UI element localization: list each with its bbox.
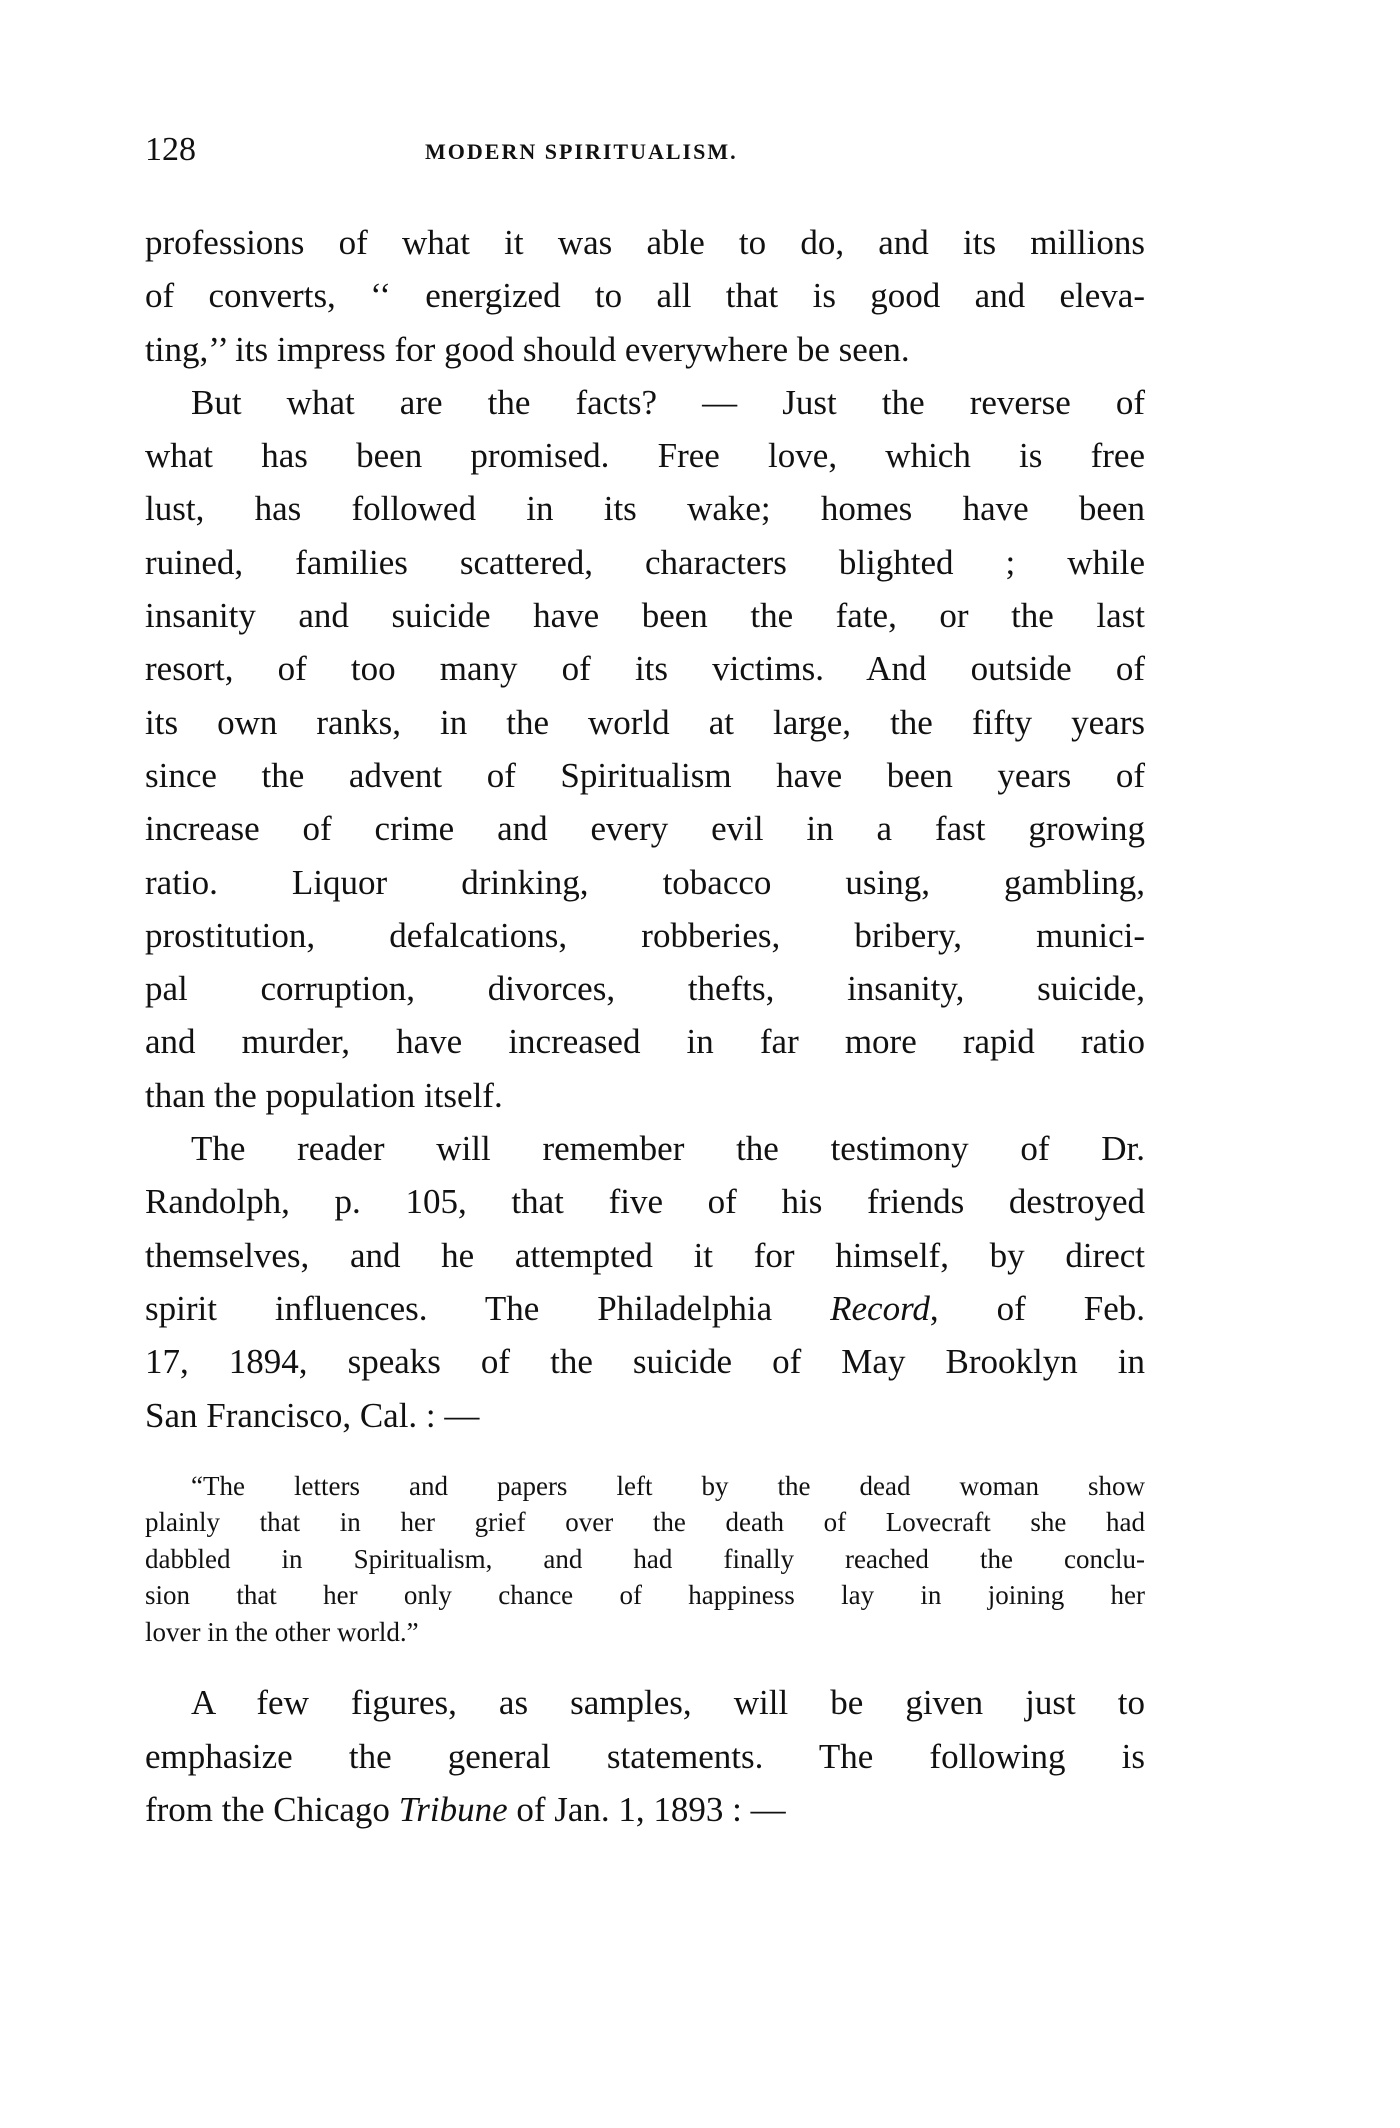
text-line: and murder, have increased in far more rapid ratio	[145, 1022, 1145, 1062]
book-page	[145, 128, 1145, 1836]
running-head	[145, 128, 1145, 172]
text-line: San Francisco, Cal. : —	[145, 1395, 480, 1435]
text-line	[145, 1282, 1145, 1335]
text-line: The reader will remember the testimony of Dr.	[191, 1129, 1145, 1169]
quote-line: lover in the other world.”	[145, 1616, 419, 1647]
text-line: increase of crime and every evil in a fast growing	[145, 809, 1145, 849]
text-line: lust, has followed in its wake; homes have been	[145, 489, 1145, 529]
text-run: of Jan. 1, 1893 : —	[507, 1789, 786, 1829]
running-title: MODERN SPIRITUALISM.	[425, 139, 738, 164]
paragraph-professions	[145, 216, 1145, 376]
page-number: 128	[145, 131, 196, 168]
text-line: prostitution, defalcations, robberies, bribery, munici-	[145, 915, 1145, 955]
text-line: of converts, ‘‘ energized to all that is good and eleva-	[145, 276, 1145, 316]
paragraph-randolph	[145, 1122, 1145, 1442]
text-line: emphasize the general statements. The following is	[145, 1736, 1145, 1776]
text-line: 17, 1894, speaks of the suicide of May Brooklyn in	[145, 1342, 1145, 1382]
text-line: ting,’’ its impress for good should everywhere be seen.	[145, 329, 910, 369]
text-line: But what are the facts? — Just the reverse of	[191, 382, 1145, 422]
text-line: since the advent of Spiritualism have been years of	[145, 755, 1145, 795]
text-line	[145, 1783, 1145, 1836]
quote-line: dabbled in Spiritualism, and had finally reached the conclu-	[145, 1543, 1145, 1574]
text-line: insanity and suicide have been the fate, or the last	[145, 596, 1145, 636]
text-line: professions of what it was able to do, and its millions	[145, 223, 1145, 262]
text-line: Randolph, p. 105, that five of his friends destroyed	[145, 1182, 1145, 1222]
text-line: resort, of too many of its victims. And outside of	[145, 649, 1145, 689]
block-quote	[145, 1468, 1145, 1651]
text-line: its own ranks, in the world at large, the fifty years	[145, 702, 1145, 742]
text-line: pal corruption, divorces, thefts, insanity, suicide,	[145, 969, 1145, 1009]
text-run: spirit influences. The Philadelphia	[145, 1288, 831, 1328]
quote-line: plainly that in her grief over the death of Lovecraft she had	[145, 1507, 1145, 1538]
paragraph-figures	[145, 1676, 1145, 1836]
text-line: ratio. Liquor drinking, tobacco using, gambling,	[145, 862, 1145, 902]
text-line: ruined, families scattered, characters blighted ; while	[145, 542, 1145, 582]
publication-title-record: Record	[830, 1288, 930, 1328]
text-line: themselves, and he attempted it for himself, by direct	[145, 1235, 1145, 1275]
quote-line: sion that her only chance of happiness lay in joining her	[145, 1580, 1145, 1611]
text-run: , of Feb.	[929, 1288, 1146, 1328]
text-line: what has been promised. Free love, which is free	[145, 436, 1145, 476]
quote-line: “The letters and papers left by the dead woman show	[191, 1470, 1145, 1501]
text-line: A few figures, as samples, will be given just to	[191, 1683, 1145, 1723]
paragraph-facts	[145, 376, 1145, 1122]
text-line: than the population itself.	[145, 1075, 503, 1115]
text-run: from the Chicago	[145, 1789, 399, 1829]
publication-title-tribune: Tribune	[398, 1789, 508, 1829]
